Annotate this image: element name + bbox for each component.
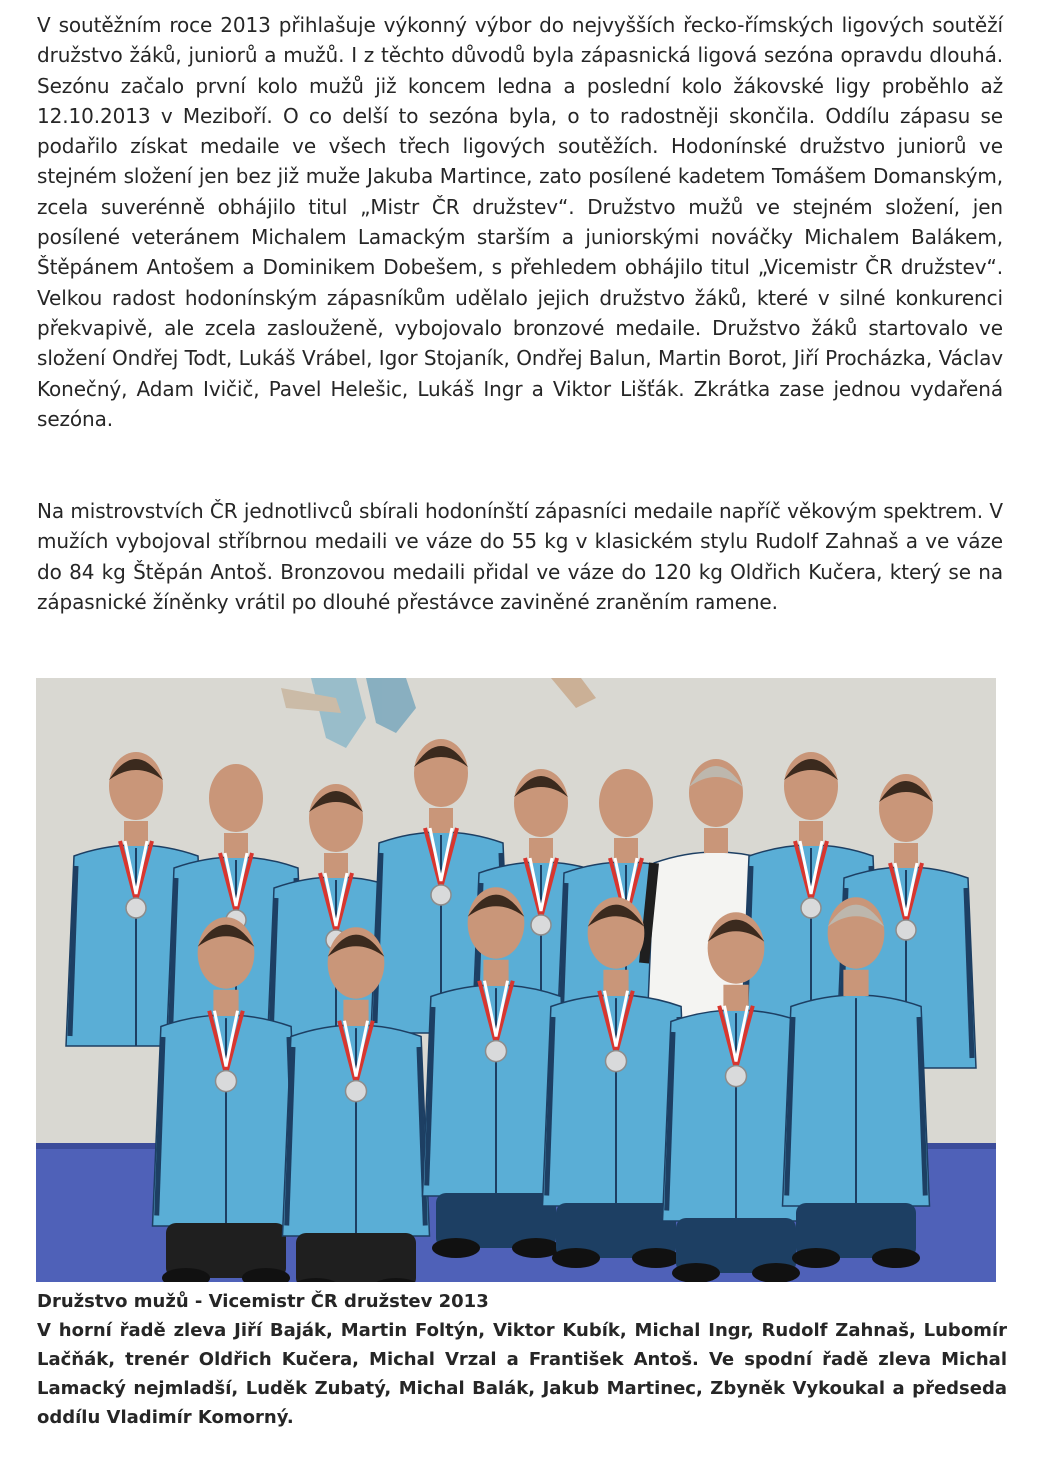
photo-caption bbox=[37, 1287, 1007, 1432]
team-photo-illustration bbox=[36, 678, 996, 1282]
article-paragraph-2: Na mistrovstvích ČR jednotlivců sbírali hodonínští zápasníci medaile napříč věkovým spektrem. V mužích vybojoval stříbrnou medaili ve váze do 55 kg v klasickém stylu Rudolf Zahnaš a ve váze do 84 kg Štěpán Antoš. Bronzovou medaili přidal ve váze do 120 kg Oldřich Kučera, který se na zápasnické žíněnky vrátil po dlouhé přestávce zaviněné zraněním ramene. bbox=[37, 499, 1003, 614]
article-paragraph-1: V soutěžním roce 2013 přihlašuje výkonný výbor do nejvyšších řecko-římských ligových soutěží družstvo žáků, juniorů a mužů. I z těchto důvodů byla zápasnická ligová sezóna opravdu dlouhá. Sezónu začalo první kolo mužů již koncem ledna a poslední kolo žákovské ligy proběhlo až 12.10.2013 v Meziboří. O co delší to sezóna byla, o to radostněji skončila. Oddílu zápasu se podařilo získat medaile ve všech třech ligových soutěžích. Hodonínské družstvo juniorů ve stejném složení jen bez již muže Jakuba Martince, zato posílené kadetem Tomášem Domanským, zcela suverénně obhájilo titul „Mistr ČR družstev“. Družstvo mužů ve stejném složení, jen posílené veteránem Michalem Lamackým starším a juniorskými nováčky Michalem Balákem, Štěpánem Antošem a Dominikem Dobešem, s přehledem obhájilo titul „Vicemistr ČR družstev“. Velkou radost hodonínským zápasníkům udělalo jejich družstvo žáků, které v silné konkurenci překvapivě, ale zcela zaslouženě, vybojovalo bronzové medaile. Družstvo žáků startovalo ve složení Ondřej Todt, Lukáš Vrábel, Igor Stojaník, Ondřej Balun, Martin Borot, Jiří Procházka, Václav Konečný, Adam Ivičič, Pavel Helešic, Lukáš Ingr a Viktor Lišťák. Zkrátka zase jednou vydařená sezóna. bbox=[37, 13, 1003, 431]
caption-body: V horní řadě zleva Jiří Baják, Martin Foltýn, Viktor Kubík, Michal Ingr, Rudolf Zahnaš, Lubomír Lačňák, trenér Oldřich Kučera, Michal Vrzal a František Antoš. Ve spodní řadě zleva Michal Lamacký nejmladší, Luděk Zubatý, Michal Balák, Jakub Martinec, Zbyněk Vykoukal a předseda oddílu Vladimír Komorný. bbox=[37, 1320, 1007, 1428]
team-photo bbox=[36, 678, 996, 1282]
caption-title: Družstvo mužů - Vicemistr ČR družstev 2013 bbox=[37, 1291, 489, 1312]
